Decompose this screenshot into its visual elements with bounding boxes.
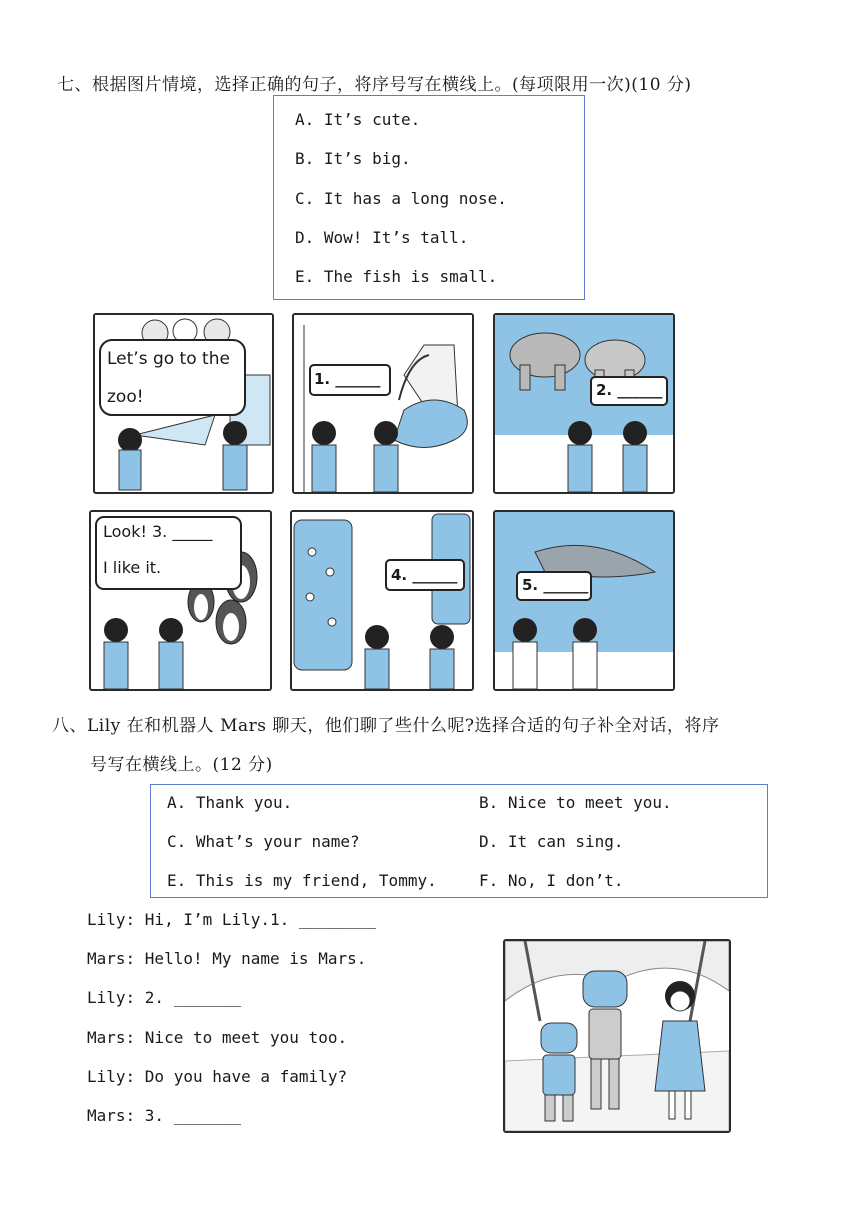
dialogue-line-4: Mars: Nice to meet you too. — [87, 1028, 348, 1047]
option-8-a: A. Thank you. — [167, 793, 293, 812]
dialogue-line-5: Lily: Do you have a family? — [87, 1067, 348, 1086]
section-7-options-box — [273, 95, 585, 300]
dialogue-line-3: Lily: 2. _______ — [87, 988, 242, 1007]
option-b: B. It’s big. — [295, 149, 411, 168]
section-8-heading-line-1: 八、Lily 在和机器人 Mars 聊天，他们聊了些什么呢?选择合适的句子补全对话，将序 — [52, 716, 720, 736]
option-e: E. The fish is small. — [295, 267, 498, 286]
option-8-f: F. No, I don’t. — [479, 871, 624, 890]
comic-panel-zoo-entrance — [93, 313, 274, 494]
comic-panel-elephants — [493, 313, 675, 494]
section-8-heading-line-2: 号写在横线上。(12 分) — [90, 755, 273, 775]
panel-4-bubble-line-2: I like it. — [103, 558, 162, 577]
panel-2-bubble: 1. ______ — [314, 370, 381, 388]
option-8-c: C. What’s your name? — [167, 832, 360, 851]
comic-panel-penguins — [89, 510, 272, 691]
option-8-b: B. Nice to meet you. — [479, 793, 672, 812]
illustration-robots-and-lily — [503, 939, 731, 1133]
dialogue-line-6: Mars: 3. _______ — [87, 1106, 242, 1125]
option-d: D. Wow! It’s tall. — [295, 228, 469, 247]
panel-1-bubble-line-1: Let’s go to the — [107, 349, 230, 369]
panel-6-bubble: 5. ______ — [522, 576, 589, 594]
dialogue-line-2: Mars: Hello! My name is Mars. — [87, 949, 367, 968]
comic-panel-fish-tank — [290, 510, 474, 691]
panel-4-bubble-line-1: Look! 3. _____ — [103, 522, 213, 541]
section-8-options-box — [150, 784, 768, 898]
option-8-e: E. This is my friend, Tommy. — [167, 871, 437, 890]
comic-panel-dolphin — [493, 510, 675, 691]
comic-panel-giraffe — [292, 313, 474, 494]
panel-3-bubble: 2. ______ — [596, 381, 663, 399]
dialogue-line-1: Lily: Hi, I’m Lily.1. ________ — [87, 910, 376, 929]
option-c: C. It has a long nose. — [295, 189, 507, 208]
option-8-d: D. It can sing. — [479, 832, 624, 851]
panel-5-bubble: 4. ______ — [391, 566, 458, 584]
section-7-heading: 七、根据图片情境，选择正确的句子，将序号写在横线上。(每项限用一次)(10 分) — [57, 75, 692, 95]
option-a: A. It’s cute. — [295, 110, 421, 129]
panel-1-bubble-line-2: zoo! — [107, 387, 144, 407]
